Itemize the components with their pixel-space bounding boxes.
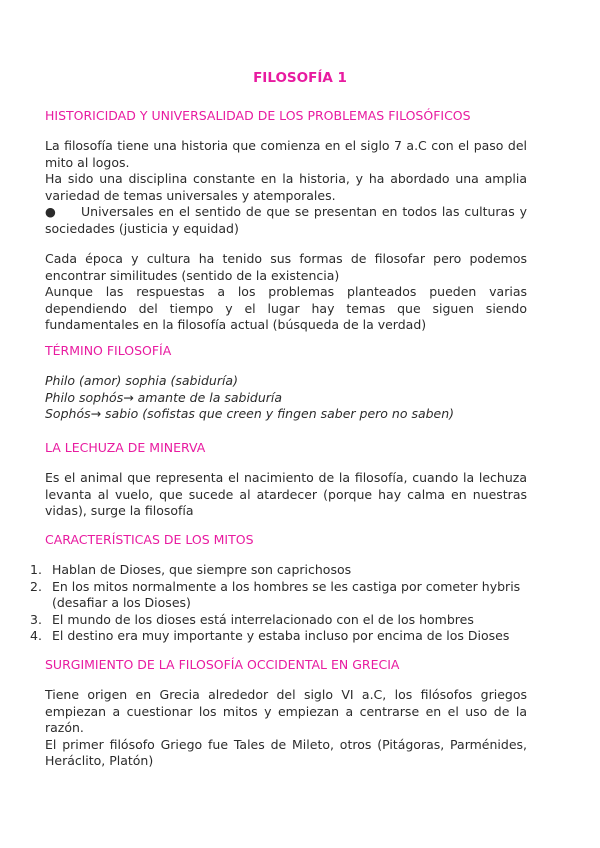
page-title: FILOSOFÍA 1 <box>253 70 347 86</box>
paragraph-lechuza <box>45 470 527 520</box>
bullet-icon: ● <box>45 204 56 219</box>
text-line: empiezan a cuestionar los mitos y empiezan a centrarse en el uso de la <box>45 703 527 719</box>
list-item-text: Hablan de Dioses, que siempre son caprichosos <box>52 562 352 577</box>
paragraph-etimologia <box>45 373 527 423</box>
section-heading-mitos: CARACTERÍSTICAS DE LOS MITOS <box>45 532 254 547</box>
text-line: La filosofía tiene una historia que comienza en el siglo 7 a.C con el paso del <box>45 138 527 153</box>
bullet-text-line: Universales en el sentido de que se presentan en todos las culturas y <box>81 204 527 219</box>
list-item-text: El destino era muy importante y estaba incluso por encima de los Dioses <box>52 628 510 643</box>
text-line: dependiendo del tiempo y el lugar hay temas que siguen siendo <box>45 300 527 316</box>
text-line: Cada época y cultura ha tenido sus formas de filosofar pero podemos <box>45 251 527 266</box>
text-line: Philo sophós→ amante de la sabiduría <box>45 389 283 405</box>
text-line: Aunque las respuestas a los problemas planteados pueden varias <box>45 284 527 299</box>
text-line: Sophós→ sabio (sofistas que creen y fingen saber pero no saben) <box>45 406 455 421</box>
text-line: razón. <box>45 720 84 735</box>
list-item <box>30 612 530 629</box>
paragraph-historia <box>45 138 527 204</box>
list-item-text: El mundo de los dioses está interrelacionado con el de los hombres <box>52 611 474 627</box>
text-line: encontrar similitudes (sentido de la existencia) <box>45 267 340 283</box>
list-item <box>30 628 530 645</box>
section-heading-termino: TÉRMINO FILOSOFÍA <box>45 343 172 358</box>
text-line: El primer filósofo Griego fue Tales de Mileto, otros (Pitágoras, Parménides, <box>45 736 527 752</box>
text-line: levanta al vuelo, que sucede al atardecer (porque hay calma en nuestras <box>45 486 527 502</box>
list-item-text: En los mitos normalmente a los hombres se les castiga por cometer hybris <box>52 578 521 594</box>
text-line: Philo (amor) sophia (sabiduría) <box>45 373 238 388</box>
bullet-item <box>45 204 527 237</box>
text-line: Heráclito, Platón) <box>45 753 154 768</box>
section-heading-historicidad: HISTORICIDAD Y UNIVERSALIDAD DE LOS PROBLEMAS FILOSÓFICOS <box>45 108 471 123</box>
text-line: mito al logos. <box>45 154 130 170</box>
list-item <box>30 579 530 612</box>
text-line: Es el animal que representa el nacimiento de la filosofía, cuando la lechuza <box>45 470 527 485</box>
list-number: 1. <box>30 562 42 577</box>
list-number: 3. <box>30 611 42 627</box>
list-number: 4. <box>30 628 42 643</box>
text-line: variedad de temas universales y atemporales. <box>45 187 336 203</box>
ordered-list-mitos <box>30 562 530 645</box>
paragraph-epoca <box>45 251 527 334</box>
list-item <box>30 562 530 579</box>
text-line: fundamentales en la filosofía actual (búsqueda de la verdad) <box>45 317 427 332</box>
bullet-text-line: sociedades (justicia y equidad) <box>45 220 239 236</box>
section-heading-lechuza: LA LECHUZA DE MINERVA <box>45 440 206 455</box>
paragraph-surgimiento <box>45 687 527 770</box>
section-heading-surgimiento: SURGIMIENTO DE LA FILOSOFÍA OCCIDENTAL EN GRECIA <box>45 657 400 672</box>
text-line: Tiene origen en Grecia alrededor del siglo VI a.C, los filósofos griegos <box>45 687 527 702</box>
text-line: vidas), surge la filosofía <box>45 503 194 518</box>
list-number: 2. <box>30 578 42 594</box>
list-item-text: (desafiar a los Dioses) <box>52 595 191 610</box>
text-line: Ha sido una disciplina constante en la historia, y ha abordado una amplia <box>45 171 527 186</box>
